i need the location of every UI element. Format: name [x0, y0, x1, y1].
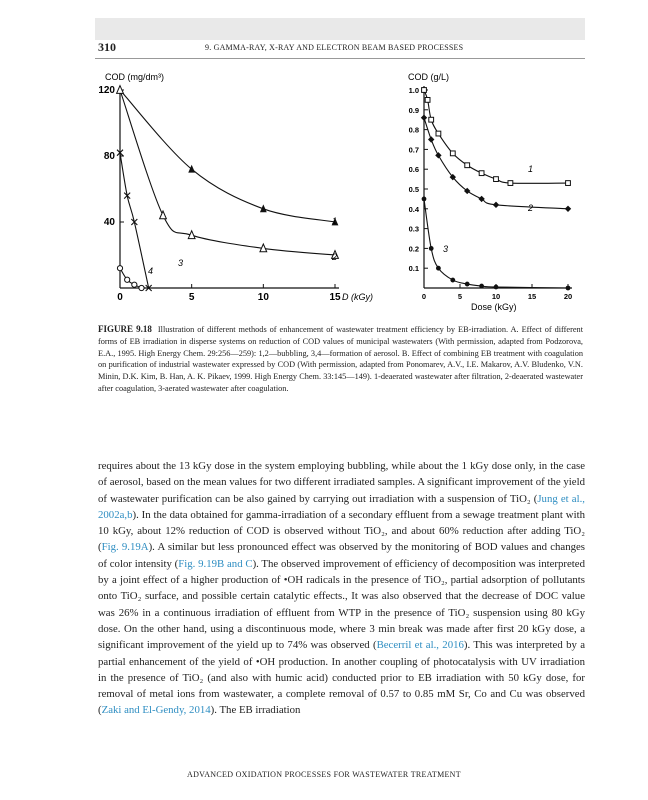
b-series-3-point-0	[422, 197, 427, 202]
figure-link-9-19a[interactable]: Fig. 9.19A	[101, 541, 149, 554]
a-series-3-label: 3	[178, 258, 184, 268]
b-series-1-point-9	[566, 181, 571, 186]
b-y-tick-label-1: 0.9	[408, 105, 419, 115]
panel-b-series	[421, 88, 571, 291]
b-y-tick-label-4: 0.6	[408, 165, 419, 175]
a-x-tick-label-3: 15	[329, 292, 341, 303]
b-y-tick-label-3: 0.7	[408, 145, 419, 155]
body-text-6: ). The EB irradiation	[210, 704, 301, 717]
b-y-tick-label-6: 0.4	[408, 204, 419, 214]
body-paragraph	[98, 458, 585, 719]
panel-b-xlabel: Dose (kGy)	[471, 302, 517, 312]
citation-link-jung[interactable]: Jung et al., 2002a,b	[98, 492, 585, 521]
b-x-tick-label-0: 0	[421, 292, 427, 301]
b-series-2-point-1	[428, 136, 434, 142]
b-series-3-point-3	[450, 278, 455, 283]
b-series-3-point-4	[465, 282, 470, 287]
b-x-tick-label-1: 5	[457, 292, 463, 301]
body-text-5: ). This was interpreted by a partial enhancement of the yield of •OH production. In another coupling of photocatalysis with UV irradiation in the presence of TiO₂ (and also with humic acid) conducted prior to EB irradiation with 50 kGy dose, for removal of metal ions from wastewater, a complete removal of 0.57 to 0.85 mM Sr, Co and Cu was observed (	[98, 639, 585, 717]
b-y-tick-label-7: 0.3	[408, 224, 419, 234]
a-series-2-point-1	[160, 211, 167, 219]
b-series-2-point-7	[565, 206, 571, 212]
b-series-3-point-2	[436, 266, 441, 271]
b-series-3-point-7	[566, 286, 571, 291]
b-series-1-point-6	[479, 171, 484, 176]
b-series-1-point-4	[450, 151, 455, 156]
panel-b-chart	[408, 72, 572, 312]
a-x-tick-label-2: 10	[257, 292, 269, 303]
a-series-1-point-1	[188, 165, 195, 173]
a-series-1-label: 1	[332, 216, 338, 226]
b-series-3-label: 3	[443, 244, 449, 254]
a-y-tick-label-0: 120	[98, 85, 115, 96]
a-series-3-line	[120, 268, 142, 288]
citation-link-becerril[interactable]: Becerril et al., 2016	[376, 639, 464, 652]
citation-link-zaki[interactable]: Zaki and El-Gendy, 2014	[101, 704, 211, 717]
b-x-tick-label-4: 20	[563, 292, 573, 301]
b-y-tick-label-2: 0.8	[408, 125, 419, 135]
a-series-4-label: 4	[148, 266, 154, 276]
b-series-2-line	[424, 118, 568, 209]
figure-caption	[98, 324, 583, 395]
b-series-1-point-7	[494, 177, 499, 182]
b-series-3-point-6	[494, 285, 499, 290]
b-y-tick-label-0: 1.0	[408, 86, 419, 95]
body-text-4: ). The observed improvement of efficiency of decomposition was interpreted by a joint effect of a higher production of •OH radicals in the presence of TiO₂, partial adsorption of pollutants onto TiO₂ surface, and possible certain catalytic effects., It was also observed that the decrease of DOC value was 26% in a continuous irradiation of effluent from WTP in the presence of TiO₂ suspension using 80 kGy dose. On the other hand, using a discontinuous mode, where 3 min break was made after first 20 kGy dose, a significant improvement of the yield up to 74% was observed (	[98, 557, 585, 652]
a-series-4-line	[120, 153, 149, 288]
panel-a-ylabel: COD (mg/dm³)	[105, 72, 164, 82]
b-series-1-point-2	[429, 117, 434, 122]
b-series-1-line	[424, 90, 568, 183]
panel-a-axes	[120, 86, 339, 288]
b-series-2-label: 2	[528, 203, 534, 213]
b-y-tick-label-9: 0.1	[408, 264, 419, 274]
a-x-tick-label-0: 0	[117, 292, 123, 303]
body-text-3: ). A similar but less pronounced effect was observed by the monitoring of BOD values and changes of color intensity (	[98, 541, 585, 570]
figure-link-9-19bc[interactable]: Fig. 9.19B and C	[178, 557, 253, 570]
b-x-tick-label-2: 10	[491, 292, 501, 301]
b-series-2-point-2	[435, 152, 441, 158]
a-series-2-line	[120, 90, 338, 255]
panel-b-ylabel: COD (g/L)	[408, 72, 450, 82]
a-y-tick-label-1: 80	[103, 151, 115, 162]
panel-a-xlabel: D (kGy)	[342, 292, 373, 302]
a-series-1-line	[120, 90, 335, 222]
b-y-tick-label-5: 0.5	[408, 185, 419, 194]
panel-b-axes	[424, 86, 572, 288]
panel-a-series	[117, 86, 339, 291]
a-series-3-point-2	[132, 282, 137, 287]
body-text-1: requires about the 13 kGy dose in the system employing bubbling, while about the 1 kGy dose only, in the case of aerosol, based on the mean values for two different irradiated samples. A significant improvement of the yield of wastewater purification can be also gained by carrying out irradiation with a suspension of TiO₂ (	[98, 460, 585, 505]
b-series-1-point-0	[422, 88, 427, 93]
b-series-1-point-1	[425, 98, 430, 103]
b-series-1-label: 1	[528, 164, 534, 174]
b-x-tick-label-3: 15	[527, 292, 537, 301]
caption-text: Illustration of different methods of enhancement of wastewater treatment efficiency by EB-irradiation. A. Effect of different forms of EB irradiation in disperse systems on reduction of COD values of municipal wastewaters (With permission, adapted from Podzorova, E.A., 1995. High Energy Chem. 29:256—259): 1,2—bubbling, 3,4—formation of aerosol. B. Effect of combining EB treatment with coagulation on purification of industrial wastewater expressed by COD (With permission, adapted from Ponomarev, A.V., I.E. Makarov, A.V. Bludenko, V.N. Minin, D.K. Kim, B. Han, A. K. Pikaev, 1999. High Energy Chem. 33:145—149). 1-deaerated wastewater after filtration, 2-deaerated wastewater after coagulation, 3-aerated wastewater after coagulation.	[98, 325, 584, 393]
b-series-1-point-3	[436, 131, 441, 136]
a-series-3-point-0	[117, 266, 122, 271]
a-series-2-label: 2	[332, 252, 338, 262]
b-series-1-point-8	[508, 181, 513, 186]
b-series-1-point-5	[465, 163, 470, 168]
b-series-2-point-6	[493, 202, 499, 208]
a-y-tick-label-2: 40	[103, 217, 115, 228]
body-text-2: ). In the data obtained for gamma-irradiation of a secondary effluent from a sewage treatment plant with 10 kGy, about 12% reduction of COD is observed without TiO₂, and about 60% reduction after adding TiO₂ (	[98, 508, 585, 554]
panel-a-ticks	[98, 85, 341, 303]
a-series-3-point-1	[125, 277, 130, 282]
panel-a-chart	[98, 72, 373, 303]
page-number: 310	[98, 40, 116, 54]
caption-label: FIGURE 9.18	[98, 324, 152, 334]
b-series-3-point-5	[479, 284, 484, 289]
b-y-tick-label-8: 0.2	[408, 244, 419, 254]
b-series-2-point-0	[421, 115, 427, 121]
a-series-3-point-3	[139, 285, 144, 290]
page-footer: ADVANCED OXIDATION PROCESSES FOR WASTEWATER TREATMENT	[187, 770, 461, 779]
running-head: 9. GAMMA-RAY, X-RAY AND ELECTRON BEAM BASED PROCESSES	[205, 43, 464, 52]
a-x-tick-label-1: 5	[188, 292, 195, 303]
b-series-3-point-1	[429, 246, 434, 251]
figure-9-18	[0, 0, 648, 320]
